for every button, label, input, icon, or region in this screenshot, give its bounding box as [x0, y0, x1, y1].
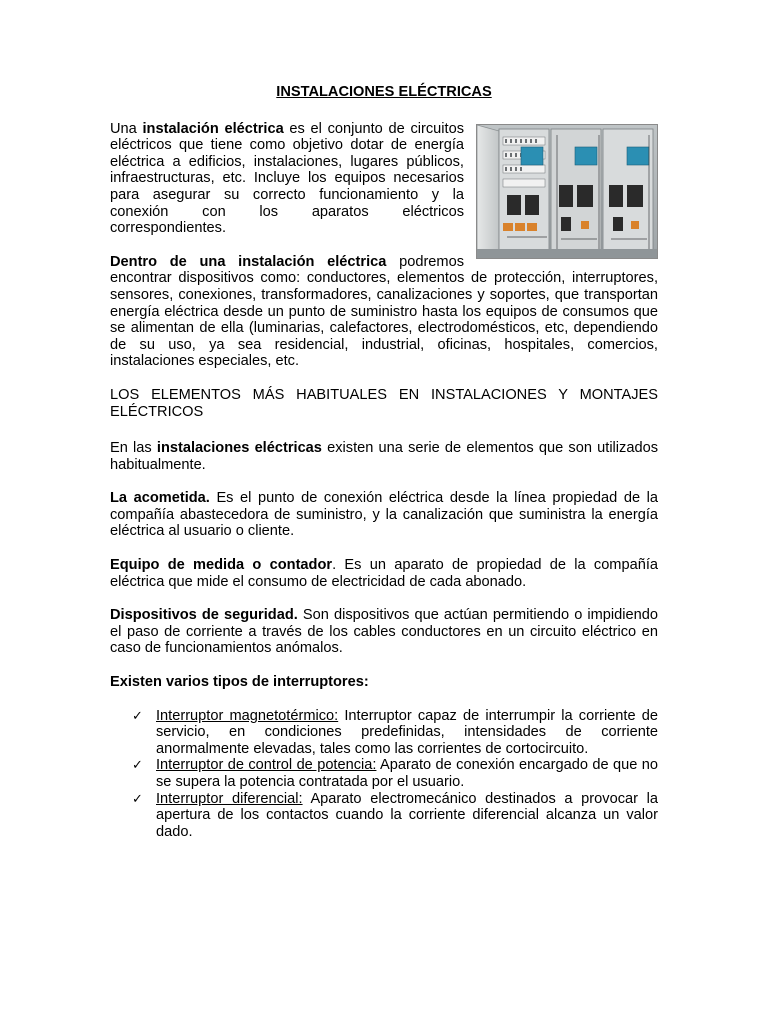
seguridad-text: Son dispositivos que actúan permitiendo o impidiendo el paso de corriente a través de los cables conductores en un circuito eléctrico en caso de funcionamientos anómalos. [110, 607, 658, 657]
acometida-term: La acometida. [110, 490, 210, 507]
medida-paragraph [110, 557, 658, 590]
elements-intro-prefix: En las [110, 440, 157, 457]
checkmark-icon: ✓ [132, 790, 143, 806]
devices-bold-term: Dentro de una instalación eléctrica [110, 253, 387, 270]
tipos-heading-text: Existen varios tipos de interruptores: [110, 674, 369, 691]
document-page [110, 84, 658, 840]
list-item-title: Interruptor diferencial: [156, 790, 303, 807]
intro-text: es el conjunto de circuitos eléctricos que tiene como objetivo dotar de energía eléctrica a edificios, instalaciones, lugares públicos, infraestructuras, etc. Incluye los equipos necesarios para asegurar su correcto funcionamiento y la conexión con los aparatos eléctricos correspondientes. [110, 120, 464, 237]
list-item-text: Aparato electromecánico destinados a provocar la apertura de los contactos cuando la corriente diferencial alcanza un valor dado. [156, 790, 658, 840]
elements-intro-text: existen una serie de elementos que son utilizados habitualmente. [110, 440, 658, 473]
interruptores-list [110, 708, 658, 841]
list-item-title: Interruptor magnetotérmico: [156, 707, 339, 724]
list-item-text: Interruptor capaz de interrumpir la corriente de servicio, en condiciones predefinidas, intensidades de corriente anormalmente elevadas, tales como las corrientes de cortocircuito. [156, 707, 658, 757]
checkmark-icon: ✓ [132, 757, 143, 773]
intro-bold-term: instalación eléctrica [142, 120, 284, 137]
elements-intro-paragraph [110, 440, 658, 473]
acometida-text: Es el punto de conexión eléctrica desde la línea propiedad de la compañía abastecedora de suministro, y la canalización que suministra la energía eléctrica al usuario o cliente. [110, 490, 658, 540]
intro-prefix: Una [110, 120, 143, 137]
list-item [132, 707, 658, 758]
seguridad-term: Dispositivos de seguridad. [110, 607, 298, 624]
document-title: INSTALACIONES ELÉCTRICAS [276, 84, 492, 100]
medida-term: Equipo de medida o contador [110, 557, 333, 574]
tipos-heading [110, 674, 658, 691]
devices-paragraph [110, 254, 658, 370]
electrical-panel-image [476, 124, 658, 259]
elements-intro-bold-term: instalaciones eléctricas [156, 440, 322, 457]
section-heading: LOS ELEMENTOS MÁS HABITUALES EN INSTALACIONES Y MONTAJES ELÉCTRICOS [110, 386, 658, 420]
list-item [132, 757, 658, 790]
medida-text: . Es un aparato de propiedad de la compañía eléctrica que mide el consumo de electricidad de cada abonado. [110, 557, 658, 590]
list-item-title: Interruptor de control de potencia: [156, 757, 377, 774]
seguridad-paragraph [110, 607, 658, 657]
checkmark-icon: ✓ [132, 707, 143, 723]
devices-text: podremos encontrar dispositivos como: conductores, elementos de protección, interruptores, sensores, conexiones, transformadores, canalizaciones y soportes, que transportan energía eléctrica desde un punto de suministro hasta los equipos de consumos que se alimentan de ella (luminarias, calefactores, electrodomésticos, etc, dependiendo de su uso, ya sea residencial, industrial, oficinas, hospitales, comercios, instalaciones especiales, etc. [110, 253, 658, 370]
list-item-text: Aparato de conexión encargado de que no se supera la potencia contratada por el usuario. [156, 757, 658, 790]
list-item [132, 790, 658, 841]
acometida-paragraph [110, 490, 658, 540]
